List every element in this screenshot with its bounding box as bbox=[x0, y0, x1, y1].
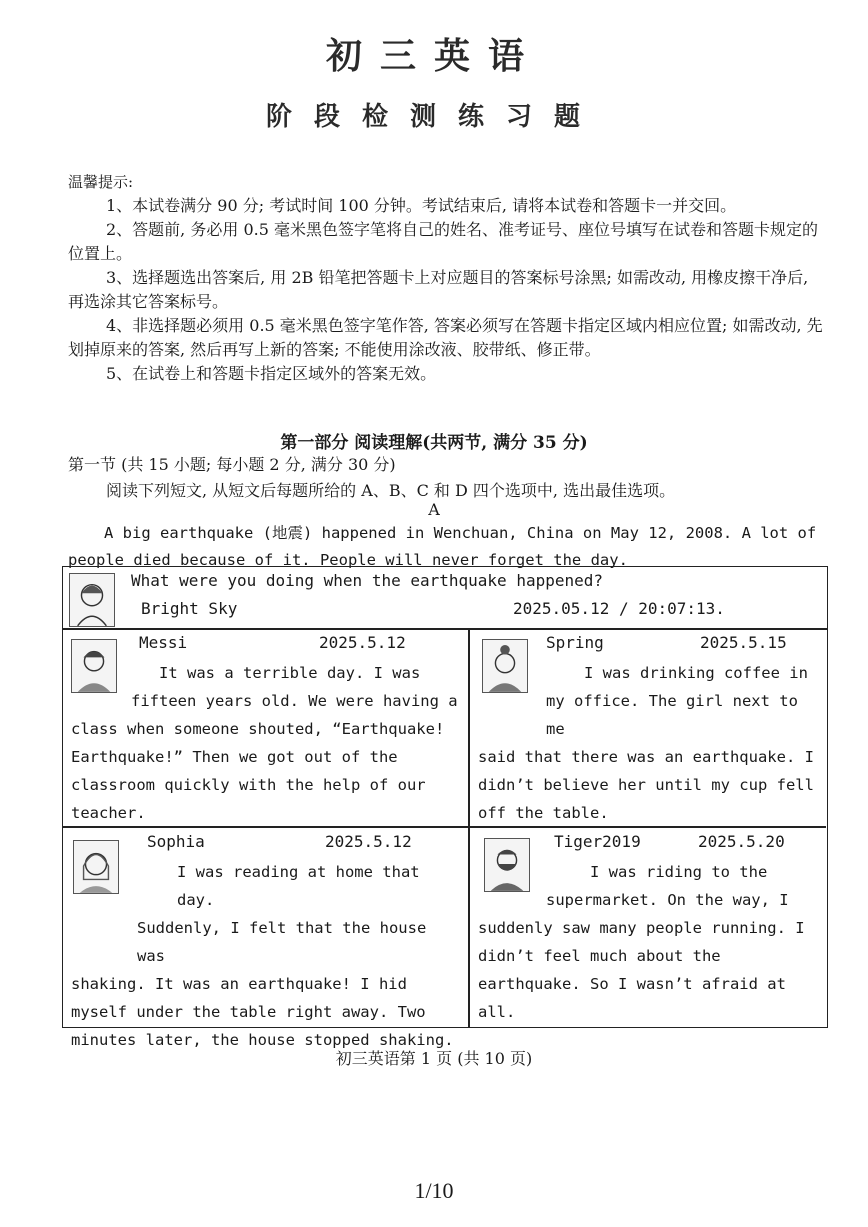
post-line: fifteen years old. We were having a bbox=[131, 692, 458, 710]
post-spring bbox=[470, 629, 826, 825]
post-line: It was a terrible day. I was bbox=[159, 664, 421, 682]
forum-question: What were you doing when the earthquake happened? bbox=[131, 571, 604, 590]
forum-posts-grid bbox=[62, 628, 828, 1049]
post-line: myself under the table right away. Two bbox=[71, 1003, 426, 1021]
post-date: 2025.5.15 bbox=[700, 633, 787, 652]
post-line: teacher. bbox=[71, 804, 146, 822]
post-line: I was riding to the bbox=[590, 863, 768, 881]
page-footer: 初三英语第 1 页 (共 10 页) bbox=[335, 1049, 533, 1068]
post-line: said that there was an earthquake. I bbox=[478, 748, 814, 766]
post-messi bbox=[63, 629, 467, 825]
post-tiger2019 bbox=[470, 828, 826, 1026]
post-line: all. bbox=[478, 1003, 516, 1021]
post-line: didn’t feel much about the bbox=[478, 947, 721, 965]
exam-subtitle: 阶段检测练习题 bbox=[265, 102, 602, 132]
notice-label: 温馨提示: bbox=[68, 173, 134, 191]
post-line: didn’t believe her until my cup fell bbox=[478, 776, 814, 794]
post-author-name: Spring bbox=[546, 633, 604, 652]
post-date: 2025.5.12 bbox=[319, 633, 406, 652]
post-line: my office. The girl next to me bbox=[546, 692, 798, 738]
post-line: shaking. It was an earthquake! I hid bbox=[71, 975, 407, 993]
forum-timestamp: 2025.05.12 / 20:07:13. bbox=[513, 599, 725, 618]
page-number: 1/10 bbox=[414, 1178, 454, 1203]
post-line: class when someone shouted, “Earthquake! bbox=[71, 720, 445, 738]
notice-item-4: 4、非选择题必须用 0.5 毫米黑色签字笔作答, 答案必须写在答题卡指定区域内相应位置; 如需改动, 先划掉原来的答案, 然后再写上新的答案; 不能使用涂改液、胶带纸、修正带。 bbox=[68, 316, 823, 359]
instruction: 阅读下列短文, 从短文后每题所给的 A、B、C 和 D 四个选项中, 选出最佳选项。 bbox=[106, 481, 676, 500]
post-line: earthquake. So I wasn’t afraid at bbox=[478, 975, 786, 993]
section-title: 第一节 (共 15 小题; 每小题 2 分, 满分 30 分) bbox=[68, 455, 396, 474]
bright-sky-avatar bbox=[69, 573, 115, 627]
forum-question-box bbox=[62, 566, 828, 630]
post-line: Earthquake!” Then we got out of the bbox=[71, 748, 398, 766]
post-line: Suddenly, I felt that the house was bbox=[137, 919, 427, 965]
post-body bbox=[71, 659, 461, 827]
post-line: I was drinking coffee in bbox=[584, 664, 808, 682]
notice-item-2: 2、答题前, 务必用 0.5 毫米黑色签字笔将自己的姓名、准考证号、座位号填写在试卷和答题卡规定的位置上。 bbox=[68, 220, 818, 263]
notice-item-5: 5、在试卷上和答题卡指定区域外的答案无效。 bbox=[106, 364, 437, 383]
post-sophia bbox=[63, 828, 467, 1049]
post-body bbox=[478, 858, 824, 1026]
notice-item-1: 1、本试卷满分 90 分; 考试时间 100 分钟。考试结束后, 请将本试卷和答题卡一并交回。 bbox=[106, 196, 737, 215]
passage-label: A bbox=[428, 500, 440, 519]
post-line: supermarket. On the way, I bbox=[546, 891, 789, 909]
post-author-name: Messi bbox=[139, 633, 188, 652]
post-body bbox=[71, 858, 461, 1054]
passage-intro-text: A big earthquake (地震) happened in Wenchuan, China on May 12, 2008. A lot of people died because of it. People will never forget the day. bbox=[68, 524, 817, 569]
post-line: classroom quickly with the help of our bbox=[71, 776, 426, 794]
exam-title: 初三英语 bbox=[325, 35, 542, 77]
post-date: 2025.5.20 bbox=[698, 832, 785, 851]
post-date: 2025.5.12 bbox=[325, 832, 412, 851]
post-line: suddenly saw many people running. I bbox=[478, 919, 805, 937]
part-title: 第一部分 阅读理解(共两节, 满分 35 分) bbox=[280, 433, 588, 453]
notice-item-3: 3、选择题选出答案后, 用 2B 铅笔把答题卡上对应题目的答案标号涂黑; 如需改动, 用橡皮擦干净后, 再选涂其它答案标号。 bbox=[68, 268, 809, 311]
notice-block bbox=[68, 170, 828, 386]
forum-author: Bright Sky bbox=[141, 599, 238, 618]
post-author-name: Tiger2019 bbox=[554, 832, 641, 851]
post-line: I was reading at home that day. bbox=[177, 863, 420, 909]
post-author-name: Sophia bbox=[147, 832, 205, 851]
post-body bbox=[478, 659, 824, 827]
post-line: off the table. bbox=[478, 804, 609, 822]
post-line: minutes later, the house stopped shaking. bbox=[71, 1031, 454, 1049]
